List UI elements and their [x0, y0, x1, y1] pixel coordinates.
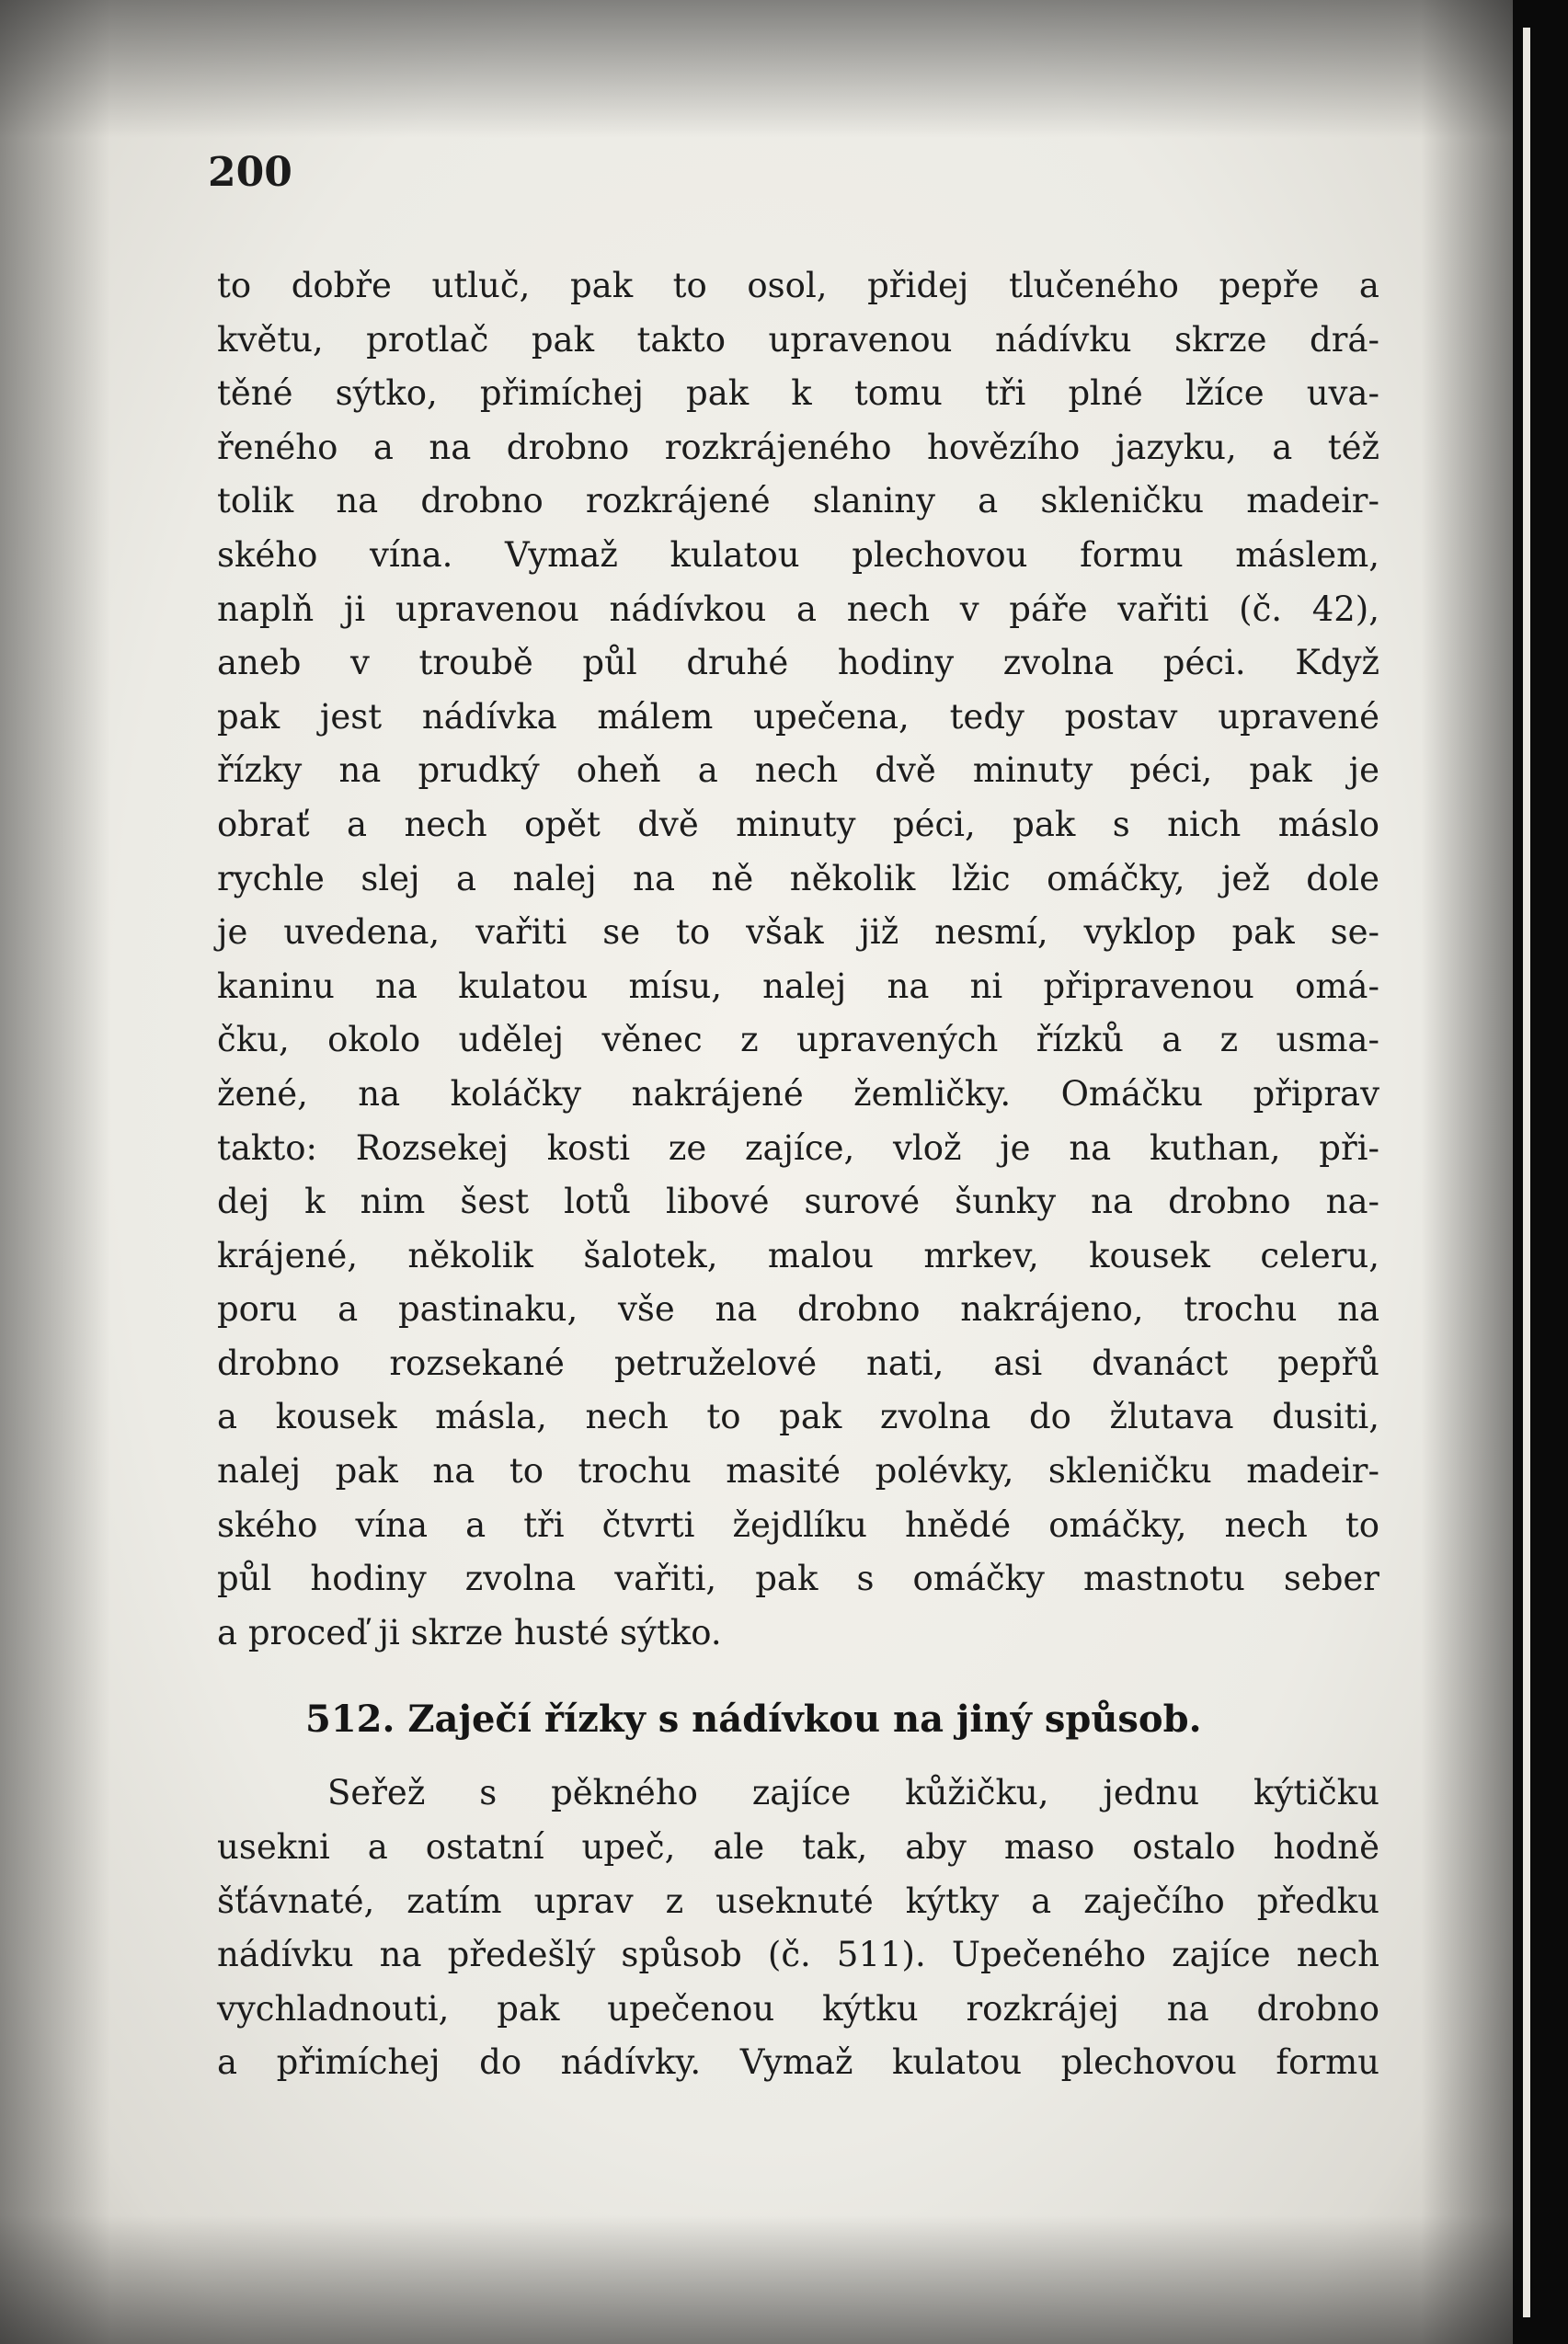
- text-line: vychladnouti, pak upečenou kýtku rozkrájej na drobno: [217, 1988, 1379, 2029]
- text-line: naplň ji upravenou nádívkou a nech v páře vařiti (č. 42),: [217, 589, 1379, 629]
- paragraph-2: [217, 1767, 1379, 2090]
- text-line: řeného a na drobno rozkrájeného hovězího jazyku, a též: [217, 427, 1379, 467]
- text-line: květu, protlač pak takto upravenou nádívku skrze drá-: [217, 319, 1379, 360]
- body-text: [217, 259, 1379, 2090]
- text-line: nalej pak na to trochu masité polévky, skleničku madeir-: [217, 1451, 1379, 1492]
- text-line: nádívku na předešlý spůsob (č. 511). Upečeného zajíce nech: [217, 1935, 1379, 1975]
- paragraph-1: [217, 259, 1379, 1660]
- text-line: dej k nim šest lotů libové surové šunky na drobno na-: [217, 1182, 1379, 1222]
- text-line: Seřež s pěkného zajíce kůžičku, jednu kýtičku: [327, 1773, 1379, 1813]
- page-shadow-left: [0, 0, 110, 2344]
- page-shadow-bottom: [0, 2215, 1513, 2344]
- page-edge-rule: [1523, 28, 1530, 2317]
- text-line: ského vína a tři čtvrti žejdlíku hnědé omáčky, nech to: [217, 1504, 1379, 1545]
- text-line: je uvedena, vařiti se to však již nesmí, vyklop pak se-: [217, 912, 1379, 953]
- text-line: drobno rozsekané petruželové nati, asi dvanáct pepřů: [217, 1343, 1379, 1383]
- text-line: půl hodiny zvolna vařiti, pak s omáčky mastnotu seber: [217, 1559, 1379, 1599]
- text-line: ského vína. Vymaž kulatou plechovou formu máslem,: [217, 534, 1379, 575]
- recipe-heading: 512. Zaječí řízky s nádívkou na jiný spůsob.: [305, 1698, 1202, 1742]
- text-line: těné sýtko, přimíchej pak k tomu tři plné lžíce uva-: [217, 373, 1379, 414]
- text-line: pak jest nádívka málem upečena, tedy postav upravené: [217, 696, 1379, 737]
- text-line: krájené, několik šalotek, malou mrkev, kousek celeru,: [217, 1235, 1379, 1275]
- text-line: čku, okolo udělej věnec z upravených řízků a z usma-: [217, 1020, 1379, 1060]
- text-line: tolik na drobno rozkrájené slaniny a skleničku madeir-: [217, 481, 1379, 521]
- text-line: usekni a ostatní upeč, ale tak, aby maso ostalo hodně: [217, 1827, 1379, 1868]
- text-line: obrať a nech opět dvě minuty péci, pak s nich máslo: [217, 804, 1379, 844]
- text-line: poru a pastinaku, vše na drobno nakrájeno, trochu na: [217, 1289, 1379, 1330]
- text-line: a proceď ji skrze husté sýtko.: [217, 1612, 722, 1652]
- text-line: takto: Rozsekej kosti ze zajíce, vlož je na kuthan, při-: [217, 1127, 1379, 1168]
- text-line: šťávnaté, zatím uprav z useknuté kýtky a zaječího předku: [217, 1881, 1379, 1921]
- text-line: rychle slej a nalej na ně několik lžic omáčky, jež dole: [217, 858, 1379, 898]
- text-line: a kousek másla, nech to pak zvolna do žlutava dusiti,: [217, 1397, 1379, 1437]
- text-line: aneb v troubě půl druhé hodiny zvolna péci. Když: [217, 643, 1379, 683]
- text-line: řízky na prudký oheň a nech dvě minuty péci, pak je: [217, 750, 1379, 791]
- text-line: žené, na koláčky nakrájené žemličky. Omáčku připrav: [217, 1073, 1379, 1114]
- text-line: to dobře utluč, pak to osol, přidej tlučeného pepře a: [217, 266, 1379, 305]
- page-shadow-top: [0, 0, 1513, 138]
- page-shadow-right: [1421, 0, 1513, 2344]
- page-number: 200: [208, 149, 292, 196]
- text-line: a přimíchej do nádívky. Vymaž kulatou plechovou formu: [217, 2042, 1379, 2083]
- text-line: kaninu na kulatou mísu, nalej na ni připravenou omá-: [217, 966, 1379, 1006]
